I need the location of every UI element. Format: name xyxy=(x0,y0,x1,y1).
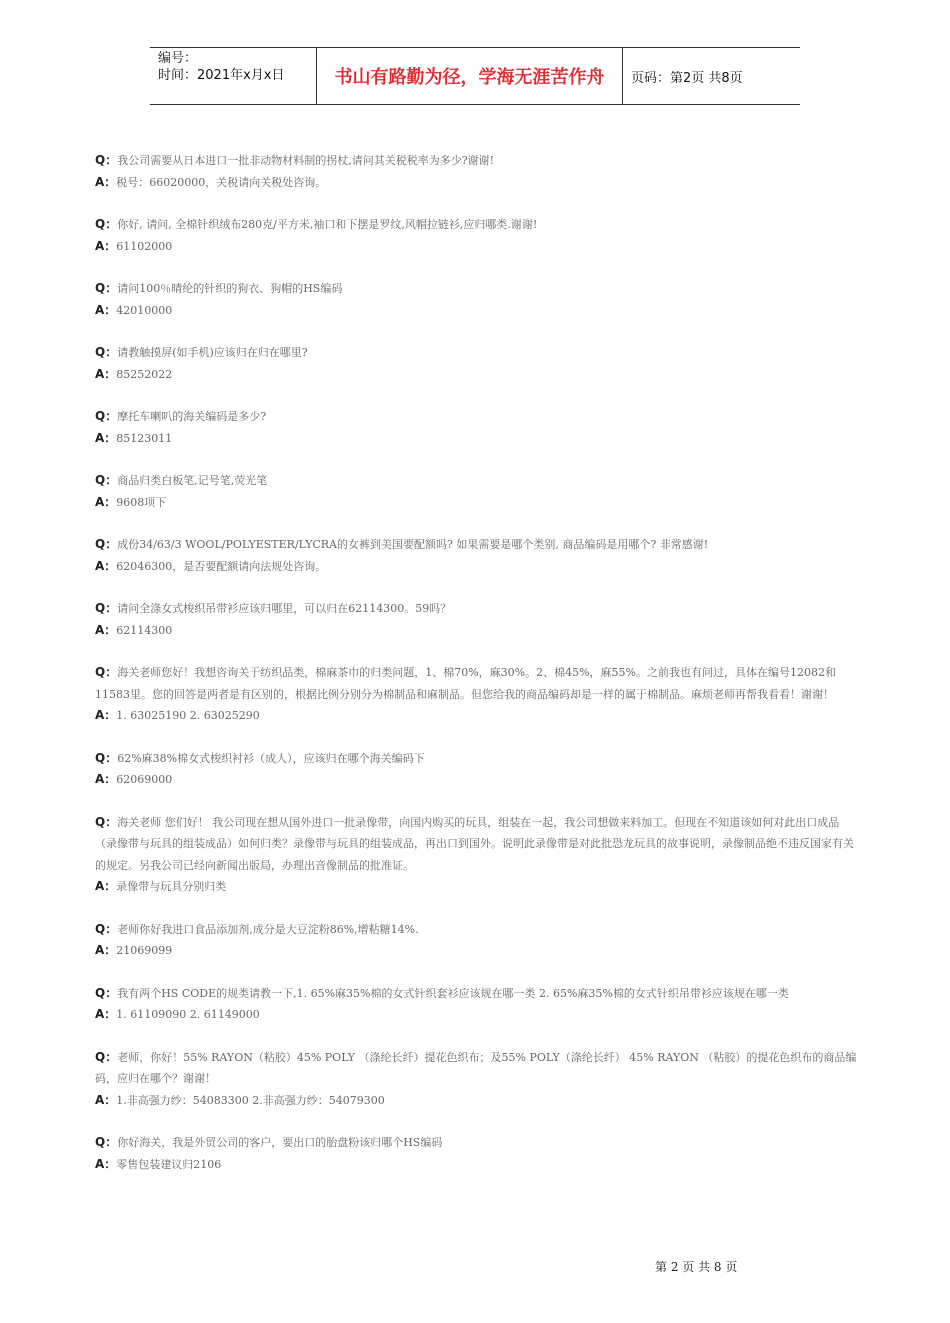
answer-text: 61102000 xyxy=(116,239,173,253)
answer-line xyxy=(95,1004,860,1026)
answer-text: 42010000 xyxy=(116,303,173,317)
question-text: 摩托车喇叭的海关编码是多少? xyxy=(117,410,267,423)
answer-line xyxy=(95,940,860,962)
answer-text: 21069099 xyxy=(116,944,173,957)
question-tag: Q： xyxy=(95,345,118,359)
question-text: 请问100％晴纶的针织的狗衣、狗帽的HS编码 xyxy=(117,282,343,295)
qa-item xyxy=(95,598,860,641)
answer-tag: A： xyxy=(95,558,117,573)
answer-text: 录像带与玩具分别归类 xyxy=(116,880,227,893)
qa-item xyxy=(95,1132,860,1175)
header-meta xyxy=(150,48,316,104)
answer-tag: A： xyxy=(95,1156,117,1171)
answer-tag: A： xyxy=(95,622,117,637)
question-tag: Q： xyxy=(95,281,118,295)
question-tag: Q： xyxy=(95,1135,118,1149)
answer-tag: A： xyxy=(95,943,117,957)
answer-tag: A： xyxy=(95,1092,117,1107)
answer-line xyxy=(95,428,860,450)
document-number-label: 编号： xyxy=(158,51,198,66)
question-text: 62%麻38%棉女式梭织衬衫（成人），应该归在哪个海关编码下 xyxy=(117,751,425,765)
answer-line xyxy=(95,492,860,514)
question-text: 请教触摸屏(如手机)应该归在归在哪里? xyxy=(117,346,308,359)
question-tag: Q： xyxy=(95,750,118,765)
answer-line xyxy=(95,300,860,322)
header-motto: 书山有路勤为径，学海无涯苦作舟 xyxy=(316,48,623,104)
question-line xyxy=(95,1047,860,1090)
question-tag: Q： xyxy=(95,153,118,167)
answer-text: 62114300 xyxy=(116,623,173,637)
question-line xyxy=(95,812,860,877)
qa-list xyxy=(95,150,860,1196)
question-tag: Q： xyxy=(95,409,118,423)
document-time: 时间：2021年x月x日 xyxy=(158,68,285,83)
question-tag: Q： xyxy=(95,537,118,551)
answer-tag: A： xyxy=(95,302,117,317)
page-footer: 第 2 页 共 8 页 xyxy=(655,1260,738,1274)
qa-item xyxy=(95,919,860,962)
question-line xyxy=(95,342,860,364)
answer-text: 1. 63025190 2. 63025290 xyxy=(116,709,260,722)
answer-line xyxy=(95,172,860,194)
answer-text: 零售包装建议归2106 xyxy=(116,1157,222,1171)
question-line xyxy=(95,598,860,620)
qa-item xyxy=(95,470,860,513)
answer-line xyxy=(95,1154,860,1176)
answer-line xyxy=(95,556,860,578)
answer-text: 85123011 xyxy=(116,431,173,445)
answer-tag: A： xyxy=(95,174,117,189)
question-line xyxy=(95,534,860,556)
question-tag: Q： xyxy=(95,814,118,829)
question-text: 海关老师您好！我想咨询关于纺织品类，棉麻茶巾的归类问题，1、棉70%，麻30%。2、棉45%，麻55%。之前我也有问过，具体在编号12082和11583里。您的回答是两者是有区别的，根据比例分别分为棉制品和麻制品。但您给我的商品编码却是一样的属于棉制品。麻烦老师再帮我看看！谢谢！ xyxy=(95,666,836,701)
question-tag: Q： xyxy=(95,1049,118,1064)
question-line xyxy=(95,150,860,172)
answer-tag: A： xyxy=(95,238,117,253)
answer-tag: A： xyxy=(95,708,117,722)
question-text: 你好, 请问, 全棉针织绒布280克/平方米,袖口和下摆是罗纹,风帽拉链衫,应归哪类.谢谢! xyxy=(117,218,538,231)
page-header xyxy=(150,47,800,105)
answer-line xyxy=(95,620,860,642)
question-tag: Q： xyxy=(95,601,118,615)
answer-text: 1. 61109090 2. 61149000 xyxy=(116,1008,260,1021)
answer-line xyxy=(95,364,860,386)
answer-tag: A： xyxy=(95,1007,117,1021)
qa-item xyxy=(95,150,860,193)
question-line xyxy=(95,662,860,705)
question-tag: Q： xyxy=(95,665,118,679)
question-line xyxy=(95,748,860,770)
qa-item xyxy=(95,278,860,321)
question-tag: Q： xyxy=(95,473,118,487)
question-text: 你好海关，我是外贸公司的客户，要出口的胎盘粉该归哪个HS编码 xyxy=(117,1136,443,1149)
header-page-number: 页码：第2页 共8页 xyxy=(631,70,743,86)
answer-tag: A： xyxy=(95,879,117,893)
question-tag: Q： xyxy=(95,921,118,936)
question-text: 我有两个HS CODE的规类请教一下,1. 65%麻35%棉的女式针织套衫应该规在哪一类 2. 65%麻35%棉的女式针织吊带衫应该规在哪一类 xyxy=(117,986,789,1000)
answer-line xyxy=(95,876,860,898)
question-text: 商品归类白板笔,记号笔,荧光笔 xyxy=(117,474,268,487)
qa-item xyxy=(95,748,860,791)
qa-item xyxy=(95,342,860,385)
question-line xyxy=(95,470,860,492)
answer-text: 1.非高强力纱：54083300 2.非高强力纱：54079300 xyxy=(116,1093,385,1107)
answer-tag: A： xyxy=(95,430,117,445)
answer-line xyxy=(95,236,860,258)
question-text: 老师，你好！55% RAYON（粘胶）45% POLY （涤纶长纤）提花色织布；及55% POLY（涤纶长纤） 45% RAYON （粘胶）的提花色织布的商品编码，应归在哪个？谢谢！ xyxy=(95,1050,857,1085)
answer-text: 税号：66020000，关税请向关税处咨询。 xyxy=(116,175,327,189)
question-line xyxy=(95,214,860,236)
question-line xyxy=(95,919,860,941)
question-tag: Q： xyxy=(95,217,118,231)
qa-item xyxy=(95,534,860,577)
answer-line xyxy=(95,705,860,727)
answer-text: 62046300，是否要配额请向法规处咨询。 xyxy=(116,559,327,573)
qa-item xyxy=(95,406,860,449)
answer-text: 85252022 xyxy=(116,367,173,381)
question-text: 老师你好我进口食品添加剂,成分是大豆淀粉86%,增粘糖14%. xyxy=(117,922,419,936)
qa-item xyxy=(95,214,860,257)
qa-item xyxy=(95,983,860,1026)
qa-item xyxy=(95,812,860,898)
qa-item xyxy=(95,662,860,727)
answer-line xyxy=(95,1090,860,1112)
question-line xyxy=(95,1132,860,1154)
question-line xyxy=(95,983,860,1005)
question-text: 成份34/63/3 WOOL/POLYESTER/LYCRA的女裤到美国要配额吗? 如果需要是哪个类别, 商品编码是用哪个? 非常感谢! xyxy=(117,538,709,551)
answer-text: 9608项下 xyxy=(116,495,167,509)
answer-text: 62069000 xyxy=(116,773,173,786)
answer-tag: A： xyxy=(95,494,117,509)
qa-item xyxy=(95,1047,860,1112)
answer-tag: A： xyxy=(95,772,117,786)
question-line xyxy=(95,278,860,300)
answer-line xyxy=(95,769,860,791)
question-text: 我公司需要从日本进口一批非动物材料制的拐杖,请问其关税税率为多少?谢谢! xyxy=(117,154,495,167)
question-text: 请问全涤女式梭织吊带衫应该归哪里，可以归在62114300。59吗？ xyxy=(117,602,452,615)
answer-tag: A： xyxy=(95,366,117,381)
question-tag: Q： xyxy=(95,985,118,1000)
question-text: 海关老师 您们好！ 我公司现在想从国外进口一批录像带，向国内购买的玩具，组装在一起，我公司想做来料加工。但现在不知道该如何对此出口成品（录像带与玩具的组装成品）如何归类？录像带与玩具的组装成品，再出口到国外。说明此录像带是对此批恐龙玩具的故事说明，录像制品绝不违反国家有关的规定。另我公司已经向新闻出版局，办理出音像制品的批准证。 xyxy=(95,815,854,872)
question-line xyxy=(95,406,860,428)
